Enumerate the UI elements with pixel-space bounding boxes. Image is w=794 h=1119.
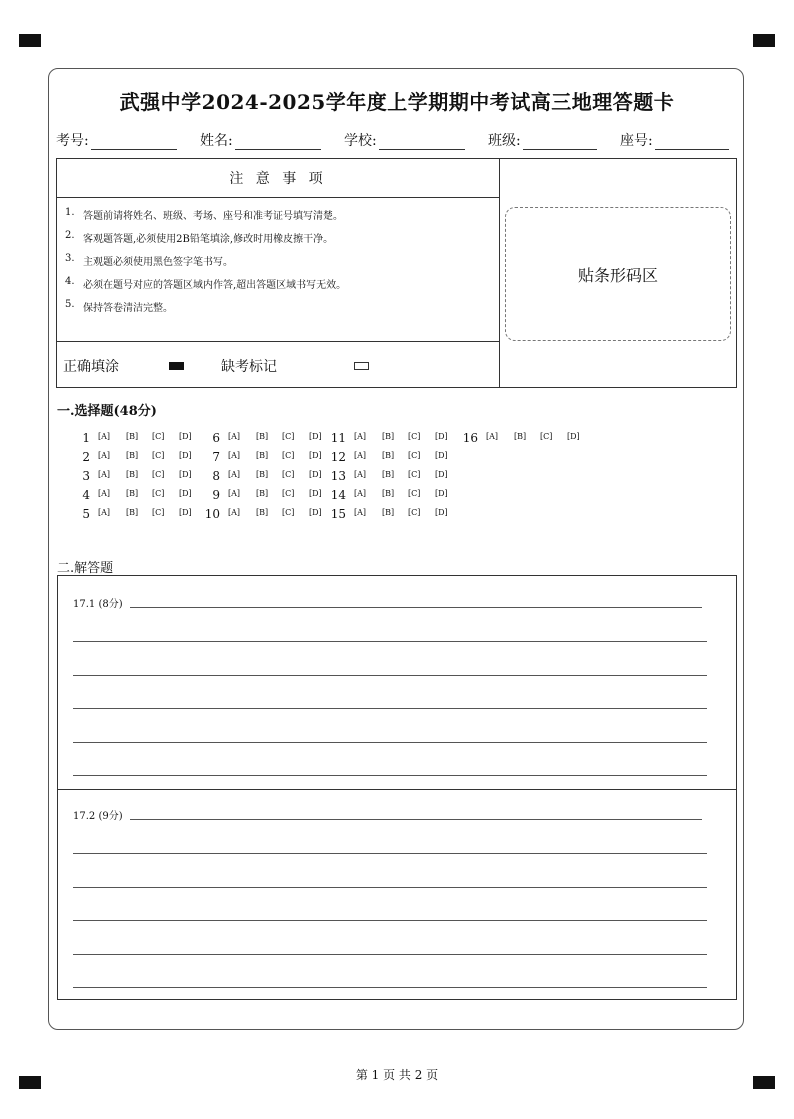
- mc-option-bubble[interactable]: [A]: [354, 451, 367, 460]
- question-label: 17.1 (8分): [73, 599, 123, 610]
- answer-line[interactable]: [73, 675, 707, 676]
- mc-option-bubble[interactable]: [B]: [256, 451, 269, 460]
- section1-title: 一.选择题(48分): [57, 404, 157, 419]
- mc-question-row: [448, 431, 588, 450]
- mc-option-bubble[interactable]: [C]: [408, 489, 421, 498]
- mc-option-bubble[interactable]: [A]: [228, 489, 241, 498]
- mc-option-bubble[interactable]: [B]: [256, 470, 269, 479]
- mc-question-row: [60, 450, 200, 469]
- name-blank[interactable]: [235, 133, 321, 150]
- registration-mark-top-right: [753, 34, 775, 47]
- mc-question-row: [316, 507, 456, 526]
- notice-item: [65, 276, 346, 299]
- mc-option-bubble[interactable]: [B]: [126, 508, 139, 517]
- notice-item-number: 3.: [65, 253, 75, 264]
- mc-option-bubble[interactable]: [A]: [98, 451, 111, 460]
- mc-option-bubble[interactable]: [D]: [309, 451, 322, 460]
- mc-option-bubble[interactable]: [D]: [567, 432, 580, 441]
- registration-mark-top-left: [19, 34, 41, 47]
- answer-line[interactable]: [73, 987, 707, 988]
- notice-item: [65, 207, 346, 230]
- mc-option-bubble[interactable]: [B]: [256, 432, 269, 441]
- answer-line[interactable]: [73, 742, 707, 743]
- mc-question-number: 1: [82, 431, 90, 445]
- exam-number-label: 考号:: [56, 133, 89, 149]
- name-field[interactable]: [200, 130, 321, 150]
- mc-question-row: [190, 469, 330, 488]
- mc-question-number: 13: [330, 469, 346, 483]
- mc-option-bubble[interactable]: [A]: [228, 508, 241, 517]
- mc-option-bubble[interactable]: [C]: [152, 432, 165, 441]
- answer-line[interactable]: [73, 920, 707, 921]
- school-blank[interactable]: [379, 133, 465, 150]
- page-footer: 第 1 页 共 2 页: [355, 1068, 439, 1082]
- mc-option-bubble[interactable]: [D]: [179, 470, 192, 479]
- mc-question-number: 2: [82, 450, 90, 464]
- answer-line[interactable]: [73, 887, 707, 888]
- answer-separator: [58, 789, 736, 790]
- absent-mark-checkbox[interactable]: [354, 362, 369, 370]
- fill-legend: [57, 341, 499, 388]
- mc-option-bubble[interactable]: [C]: [282, 508, 295, 517]
- mc-option-bubble[interactable]: [B]: [126, 432, 139, 441]
- mc-option-bubble[interactable]: [A]: [354, 432, 367, 441]
- notice-item: [65, 253, 346, 276]
- mc-question-number: 14: [330, 488, 346, 502]
- mc-option-bubble[interactable]: [C]: [282, 489, 295, 498]
- mc-option-bubble[interactable]: [C]: [282, 451, 295, 460]
- absent-mark-label: 缺考标记: [221, 359, 277, 375]
- mc-option-bubble[interactable]: [C]: [408, 451, 421, 460]
- mc-question-number: 9: [212, 488, 220, 502]
- answer-line[interactable]: [73, 708, 707, 709]
- mc-option-bubble[interactable]: [D]: [435, 508, 448, 517]
- school-label: 学校:: [344, 133, 377, 149]
- mc-option-bubble[interactable]: [D]: [179, 489, 192, 498]
- mc-option-bubble[interactable]: [B]: [514, 432, 527, 441]
- answer-area: [57, 575, 737, 1000]
- notice-list: [65, 207, 346, 322]
- mc-option-bubble[interactable]: [D]: [309, 470, 322, 479]
- mc-option-bubble[interactable]: [B]: [382, 470, 395, 479]
- mc-question-number: 5: [82, 507, 90, 521]
- name-label: 姓名:: [200, 133, 233, 149]
- barcode-area: [505, 207, 731, 341]
- mc-option-bubble[interactable]: [D]: [179, 508, 192, 517]
- mc-option-bubble[interactable]: [C]: [408, 432, 421, 441]
- mc-option-bubble[interactable]: [B]: [256, 508, 269, 517]
- mc-question-number: 11: [330, 431, 346, 445]
- mc-option-bubble[interactable]: [D]: [435, 470, 448, 479]
- mc-option-bubble[interactable]: [D]: [435, 489, 448, 498]
- notice-item-text: 必须在题号对应的答题区域内作答,超出答题区域书写无效。: [83, 280, 347, 291]
- notice-item-number: 2.: [65, 230, 75, 241]
- question-label: 17.2 (9分): [73, 811, 123, 822]
- mc-question-row: [316, 431, 456, 450]
- answer-line[interactable]: [73, 853, 707, 854]
- notice-item-number: 1.: [65, 207, 75, 218]
- mc-option-bubble[interactable]: [A]: [228, 432, 241, 441]
- mc-option-bubble[interactable]: [A]: [354, 489, 367, 498]
- mc-option-bubble[interactable]: [A]: [486, 432, 499, 441]
- mc-option-bubble[interactable]: [A]: [228, 451, 241, 460]
- mc-question-row: [316, 488, 456, 507]
- notice-item-text: 客观题答题,必须使用2B铅笔填涂,修改时用橡皮擦干净。: [83, 234, 334, 245]
- notice-item-number: 5.: [65, 299, 75, 310]
- mc-option-bubble[interactable]: [B]: [126, 489, 139, 498]
- mc-question-row: [60, 507, 200, 526]
- mc-question-number: 3: [82, 469, 90, 483]
- mc-option-bubble[interactable]: [B]: [256, 489, 269, 498]
- sheet-title: 武强中学2024-2025学年度上学期期中考试高三地理答题卡: [119, 90, 675, 114]
- mc-option-bubble[interactable]: [A]: [98, 470, 111, 479]
- mc-question-row: [190, 431, 330, 450]
- school-field[interactable]: [344, 130, 465, 150]
- mc-question-number: 8: [212, 469, 220, 483]
- notice-box: [56, 158, 737, 388]
- mc-option-bubble[interactable]: [D]: [179, 451, 192, 460]
- mc-question-row: [60, 469, 200, 488]
- seat-blank[interactable]: [655, 133, 729, 150]
- answer-line[interactable]: [73, 954, 707, 955]
- mc-option-bubble[interactable]: [A]: [98, 489, 111, 498]
- mc-question-number: 15: [330, 507, 346, 521]
- mc-question-row: [60, 431, 200, 450]
- exam-number-field[interactable]: [56, 130, 177, 150]
- mc-option-bubble[interactable]: [D]: [435, 451, 448, 460]
- mc-option-bubble[interactable]: [C]: [282, 432, 295, 441]
- answer-line[interactable]: [73, 775, 707, 776]
- mc-question-number: 7: [212, 450, 220, 464]
- mc-option-bubble[interactable]: [C]: [152, 470, 165, 479]
- mc-option-bubble[interactable]: [D]: [179, 432, 192, 441]
- mc-option-bubble[interactable]: [D]: [309, 489, 322, 498]
- mc-option-bubble[interactable]: [B]: [126, 470, 139, 479]
- student-info-line: [56, 130, 736, 150]
- mc-question-number: 12: [330, 450, 346, 464]
- mc-option-bubble[interactable]: [C]: [152, 489, 165, 498]
- seat-field[interactable]: [620, 130, 729, 150]
- barcode-label: 贴条形码区: [577, 265, 658, 285]
- class-field[interactable]: [488, 130, 597, 150]
- mc-question-row: [190, 507, 330, 526]
- mc-option-bubble[interactable]: [D]: [309, 432, 322, 441]
- mc-option-bubble[interactable]: [A]: [98, 508, 111, 517]
- mc-option-bubble[interactable]: [B]: [382, 489, 395, 498]
- section2-title: 二.解答题: [57, 561, 114, 576]
- mc-option-bubble[interactable]: [A]: [354, 508, 367, 517]
- mc-question-number: 10: [204, 507, 220, 521]
- mc-question-row: [190, 488, 330, 507]
- mc-question-row: [60, 488, 200, 507]
- mc-option-bubble[interactable]: [C]: [408, 470, 421, 479]
- filled-box-sample: [169, 362, 184, 370]
- mc-option-bubble[interactable]: [C]: [408, 508, 421, 517]
- mc-option-bubble[interactable]: [A]: [354, 470, 367, 479]
- notice-item: [65, 299, 346, 322]
- mc-option-bubble[interactable]: [B]: [382, 432, 395, 441]
- mc-question-row: [316, 450, 456, 469]
- mc-option-bubble[interactable]: [D]: [309, 508, 322, 517]
- mc-option-bubble[interactable]: [C]: [540, 432, 553, 441]
- correct-fill-label: 正确填涂: [63, 359, 119, 375]
- notice-item-text: 主观题必须使用黑色签字笔书写。: [83, 257, 233, 268]
- mc-option-bubble[interactable]: [D]: [435, 432, 448, 441]
- mc-option-bubble[interactable]: [B]: [126, 451, 139, 460]
- class-blank[interactable]: [523, 133, 597, 150]
- mc-question-number: 4: [82, 488, 90, 502]
- exam-number-blank[interactable]: [91, 133, 177, 150]
- mc-question-row: [316, 469, 456, 488]
- mc-option-bubble[interactable]: [A]: [98, 432, 111, 441]
- notice-heading: 注 意 事 项: [57, 159, 499, 198]
- mc-question-row: [190, 450, 330, 469]
- mc-option-bubble[interactable]: [C]: [152, 508, 165, 517]
- mc-option-bubble[interactable]: [C]: [282, 470, 295, 479]
- notice-item-number: 4.: [65, 276, 75, 287]
- notice-item: [65, 230, 346, 253]
- answer-line[interactable]: [130, 819, 702, 820]
- mc-question-number: 16: [462, 431, 478, 445]
- answer-line[interactable]: [130, 607, 702, 608]
- class-label: 班级:: [488, 133, 521, 149]
- answer-line[interactable]: [73, 641, 707, 642]
- mc-question-number: 6: [212, 431, 220, 445]
- notice-left-panel: [57, 159, 500, 387]
- mc-option-bubble[interactable]: [C]: [152, 451, 165, 460]
- mc-option-bubble[interactable]: [B]: [382, 508, 395, 517]
- mc-option-bubble[interactable]: [B]: [382, 451, 395, 460]
- notice-item-text: 保持答卷清洁完整。: [83, 303, 173, 314]
- seat-label: 座号:: [620, 133, 653, 149]
- notice-item-text: 答题前请将姓名、班级、考场、座号和准考证号填写清楚。: [83, 211, 343, 222]
- mc-option-bubble[interactable]: [A]: [228, 470, 241, 479]
